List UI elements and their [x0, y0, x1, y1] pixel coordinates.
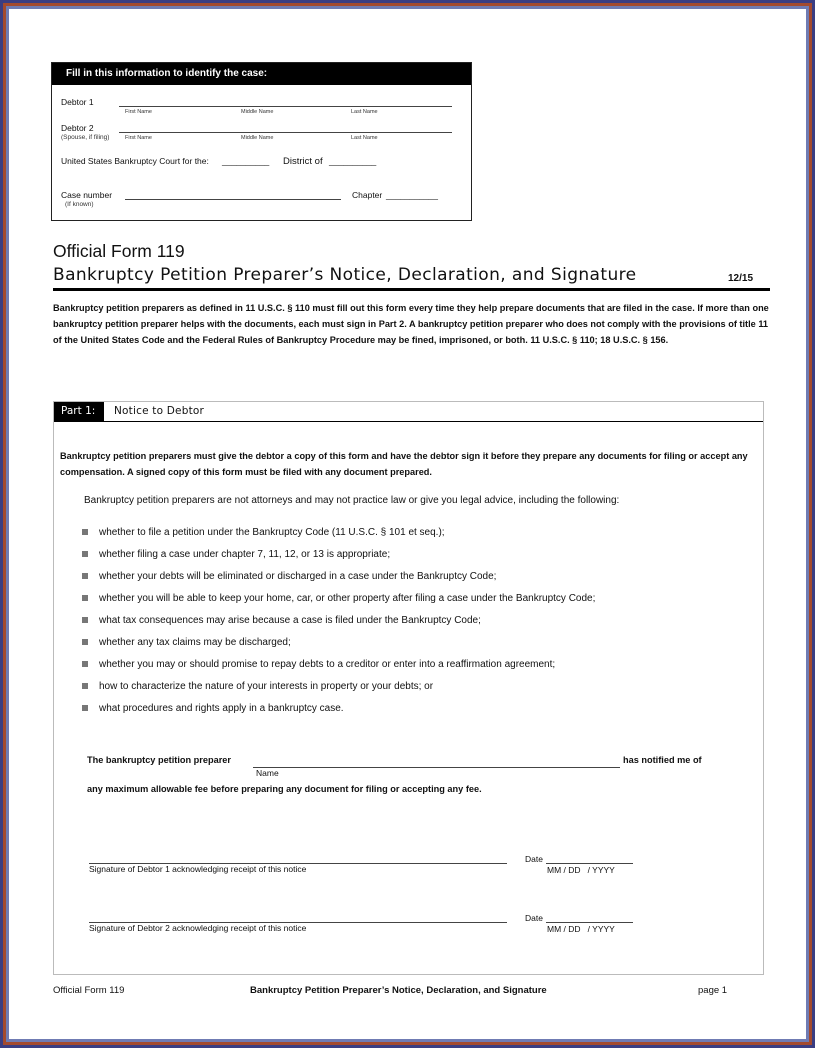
- bullet-square-icon: [82, 617, 88, 623]
- debtor2-signature-label: Signature of Debtor 2 acknowledging receipt of this notice: [89, 923, 307, 933]
- bullet-square-icon: [82, 573, 88, 579]
- case-number-sublabel: (If known): [65, 201, 94, 208]
- list-item: [82, 543, 595, 565]
- debtor2-label: Debtor 2: [61, 123, 94, 133]
- debtor2-last-name-label: Last Name: [351, 135, 378, 141]
- bullet-square-icon: [82, 705, 88, 711]
- intro-paragraph: Bankruptcy petition preparers as defined in 11 U.S.C. § 110 must fill out this form every time they help prepare documents that are filed in the case. If more than one bankruptcy petition preparer helps with the documents, each must sign in Part 2. A bankruptcy petition preparer who does not comply with the provisions of title 11 of the United States Code and the Federal Rules of Bankruptcy Procedure may be fined, imprisoned, or both. 11 U.S.C. § 110; 18 U.S.C. § 156.: [53, 303, 769, 345]
- form-page: [9, 9, 806, 1039]
- bullet-square-icon: [82, 639, 88, 645]
- case-info-box: [51, 62, 472, 221]
- chapter-label: Chapter: [352, 190, 383, 200]
- list-item: [82, 697, 595, 719]
- bullet-square-icon: [82, 529, 88, 535]
- bullet-square-icon: [82, 595, 88, 601]
- list-item-text: how to characterize the nature of your interests in property or your debts; or: [99, 680, 434, 692]
- list-item-text: what procedures and rights apply in a bankruptcy case.: [99, 702, 344, 714]
- debtor1-last-name-label: Last Name: [351, 109, 378, 115]
- legal-advice-list: [82, 521, 595, 719]
- part1-paragraph2: Bankruptcy petition preparers are not attorneys and may not practice law or give you legal advice, including the following:: [84, 495, 620, 506]
- list-item-text: whether to file a petition under the Bankruptcy Code (11 U.S.C. § 101 et seq.);: [99, 526, 445, 538]
- date2-format: MM / DD / YYYY: [547, 924, 615, 934]
- list-item: [82, 587, 595, 609]
- date2-field[interactable]: [546, 921, 633, 923]
- fee-notice: any maximum allowable fee before preparing any document for filing or accepting any fee.: [87, 784, 482, 794]
- date1-field[interactable]: [546, 862, 633, 864]
- list-item-text: whether your debts will be eliminated or discharged in a case under the Bankruptcy Code;: [99, 570, 497, 582]
- debtor1-first-name-label: First Name: [125, 109, 152, 115]
- form-number: Official Form 119: [53, 241, 185, 261]
- chapter-field[interactable]: ___________: [386, 190, 439, 200]
- footer-title: Bankruptcy Petition Preparer’s Notice, Declaration, and Signature: [250, 985, 547, 996]
- list-item-text: whether you will be able to keep your home, car, or other property after filing a case under the Bankruptcy Code;: [99, 592, 596, 604]
- date2-label: Date: [525, 913, 543, 923]
- court-field[interactable]: __________: [222, 156, 270, 166]
- case-info-header: Fill in this information to identify the case:: [52, 63, 471, 85]
- preparer-suffix: has notified me of: [623, 755, 702, 765]
- preparer-name-field[interactable]: [253, 766, 620, 768]
- footer-form-number: Official Form 119: [53, 985, 125, 996]
- bullet-square-icon: [82, 551, 88, 557]
- preparer-prefix: The bankruptcy petition preparer: [87, 755, 231, 765]
- debtor1-signature-label: Signature of Debtor 1 acknowledging receipt of this notice: [89, 864, 307, 874]
- form-revision: 12/15: [728, 273, 754, 284]
- list-item-text: what tax consequences may arise because a case is filed under the Bankruptcy Code;: [99, 614, 481, 626]
- court-label: United States Bankruptcy Court for the:: [61, 156, 209, 166]
- list-item-text: whether you may or should promise to repay debts to a creditor or enter into a reaffirmation agreement;: [99, 658, 556, 670]
- list-item: [82, 565, 595, 587]
- debtor1-middle-name-label: Middle Name: [241, 109, 274, 115]
- debtor1-label: Debtor 1: [61, 97, 94, 107]
- debtor2-sublabel: (Spouse, if filing): [61, 134, 110, 141]
- list-item: [82, 653, 595, 675]
- bullet-square-icon: [82, 661, 88, 667]
- bullet-square-icon: [82, 683, 88, 689]
- list-item: [82, 631, 595, 653]
- part1-paragraph1: Bankruptcy petition preparers must give the debtor a copy of this form and have the debtor sign it before they prepare any documents for filing or accept any compensation. A signed copy of this form must be filed with any document prepared.: [60, 451, 748, 477]
- debtor2-name-field[interactable]: [119, 131, 452, 133]
- case-number-field[interactable]: [125, 198, 341, 200]
- part1-header: [54, 402, 763, 422]
- district-label: District of: [283, 156, 323, 167]
- list-item-text: whether filing a case under chapter 7, 11, 12, or 13 is appropriate;: [99, 548, 391, 560]
- district-field[interactable]: __________: [329, 156, 377, 166]
- form-title: Bankruptcy Petition Preparer’s Notice, Declaration, and Signature: [53, 265, 637, 285]
- list-item-text: whether any tax claims may be discharged;: [99, 636, 291, 648]
- debtor1-name-field[interactable]: [119, 105, 452, 107]
- date1-label: Date: [525, 854, 543, 864]
- part1-tag: Part 1:: [54, 402, 104, 421]
- list-item: [82, 675, 595, 697]
- preparer-name-label: Name: [256, 768, 279, 778]
- case-number-label: Case number: [61, 190, 113, 200]
- part1-title: Notice to Debtor: [114, 405, 205, 417]
- debtor2-first-name-label: First Name: [125, 135, 152, 141]
- list-item: [82, 521, 595, 543]
- list-item: [82, 609, 595, 631]
- title-divider: [53, 288, 770, 291]
- footer-page-number: page 1: [698, 985, 728, 996]
- date1-format: MM / DD / YYYY: [547, 865, 615, 875]
- debtor2-middle-name-label: Middle Name: [241, 135, 274, 141]
